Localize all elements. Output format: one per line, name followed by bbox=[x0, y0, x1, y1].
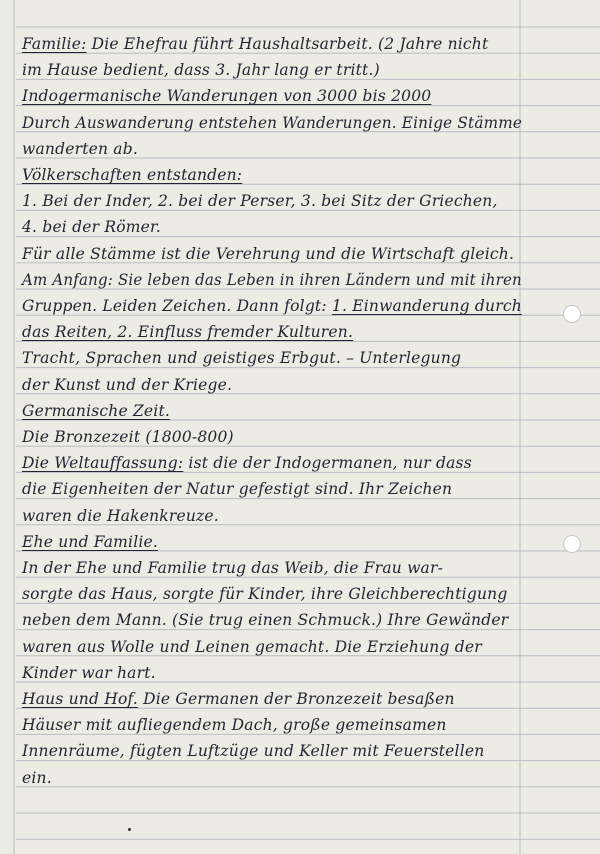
text-segment: Die Germanen der Bronzezeit besaßen bbox=[138, 690, 455, 708]
text-line bbox=[22, 348, 461, 368]
text-line bbox=[22, 165, 242, 185]
text-segment: Die Ehefrau führt Haushaltsarbeit. (2 Jahre nicht bbox=[86, 35, 489, 53]
text-line bbox=[22, 86, 431, 106]
text-line bbox=[22, 584, 507, 604]
underlined-text: Haus und Hof. bbox=[22, 690, 138, 708]
text-segment: In der Ehe und Familie trug das Weib, die Frau war- bbox=[22, 559, 444, 577]
text-segment: der Kunst und der Kriege. bbox=[22, 375, 233, 394]
underlined-text: Ehe und Familie. bbox=[22, 532, 159, 551]
underlined-text: Familie: bbox=[22, 35, 87, 53]
text-segment: Für alle Stämme ist die Verehrung und die Wirtschaft gleich. bbox=[22, 244, 515, 263]
text-line bbox=[22, 427, 234, 447]
text-line bbox=[22, 768, 52, 788]
text-segment: Kinder war hart. bbox=[22, 663, 156, 682]
text-line bbox=[22, 453, 472, 473]
text-segment: Am Anfang: Sie leben das Leben in ihren Ländern und mit ihren bbox=[22, 270, 522, 289]
text-line bbox=[22, 715, 447, 735]
text-line bbox=[22, 34, 488, 54]
text-line bbox=[22, 558, 443, 578]
text-segment: Häuser mit aufliegendem Dach, große gemeinsamen bbox=[22, 716, 447, 735]
underlined-text: Indogermanische Wanderungen von 3000 bis 2000 bbox=[22, 87, 432, 106]
punch-hole-top bbox=[563, 305, 581, 323]
text-line bbox=[22, 479, 452, 499]
text-line bbox=[22, 217, 161, 237]
underlined-text: 1. Einwanderung durch bbox=[331, 297, 522, 315]
text-segment: 4. bei der Römer. bbox=[22, 218, 162, 237]
text-line bbox=[22, 663, 156, 683]
text-segment: ein. bbox=[22, 768, 52, 787]
punch-hole-bottom bbox=[563, 535, 581, 553]
text-line bbox=[22, 610, 508, 630]
text-line bbox=[22, 689, 455, 709]
text-segment: ist die der Indogermanen, nur dass bbox=[183, 454, 472, 473]
text-line bbox=[22, 60, 380, 80]
text-segment: waren die Hakenkreuze. bbox=[22, 506, 219, 525]
text-line bbox=[22, 532, 158, 552]
underlined-text: Die Weltauffassung: bbox=[22, 454, 184, 473]
ink-dot bbox=[128, 828, 131, 831]
text-line bbox=[22, 113, 522, 133]
text-line bbox=[22, 191, 498, 211]
text-segment: waren aus Wolle und Leinen gemacht. Die Erziehung der bbox=[22, 637, 482, 656]
text-line bbox=[22, 401, 170, 421]
text-segment: im Hause bedient, dass 3. Jahr lang er tritt.) bbox=[22, 61, 380, 80]
underlined-text: Germanische Zeit. bbox=[22, 401, 171, 420]
text-segment: die Eigenheiten der Natur gefestigt sind. Ihr Zeichen bbox=[22, 480, 453, 499]
text-line bbox=[22, 322, 353, 342]
text-line bbox=[22, 139, 138, 159]
text-segment: Gruppen. Leiden Zeichen. Dann folgt: bbox=[22, 297, 332, 315]
underlined-text: Völkerschaften entstanden: bbox=[22, 166, 243, 184]
text-line bbox=[22, 741, 484, 761]
text-segment: Die Bronzezeit (1800-800) bbox=[22, 428, 234, 446]
underlined-text: das Reiten, 2. Einfluss fremder Kulturen. bbox=[22, 323, 354, 342]
text-line bbox=[22, 375, 232, 395]
text-line bbox=[22, 270, 522, 290]
text-segment: sorgte das Haus, sorgte für Kinder, ihre Gleichberechtigung bbox=[22, 585, 508, 604]
text-line bbox=[22, 637, 482, 657]
text-segment: neben dem Mann. (Sie trug einen Schmuck.) Ihre Gewänder bbox=[22, 611, 509, 630]
text-segment: Tracht, Sprachen und geistiges Erbgut. – Unterlegung bbox=[22, 349, 462, 368]
text-line bbox=[22, 244, 514, 264]
text-line bbox=[22, 506, 219, 526]
text-segment: 1. Bei der Inder, 2. bei der Perser, 3. bei Sitz der Griechen, bbox=[22, 192, 498, 211]
text-line bbox=[22, 296, 522, 316]
text-segment: Durch Auswanderung entstehen Wanderungen. Einige Stämme bbox=[22, 113, 523, 132]
text-segment: Innenräume, fügten Luftzüge und Keller mit Feuerstellen bbox=[22, 742, 485, 761]
text-segment: wanderten ab. bbox=[22, 139, 138, 158]
